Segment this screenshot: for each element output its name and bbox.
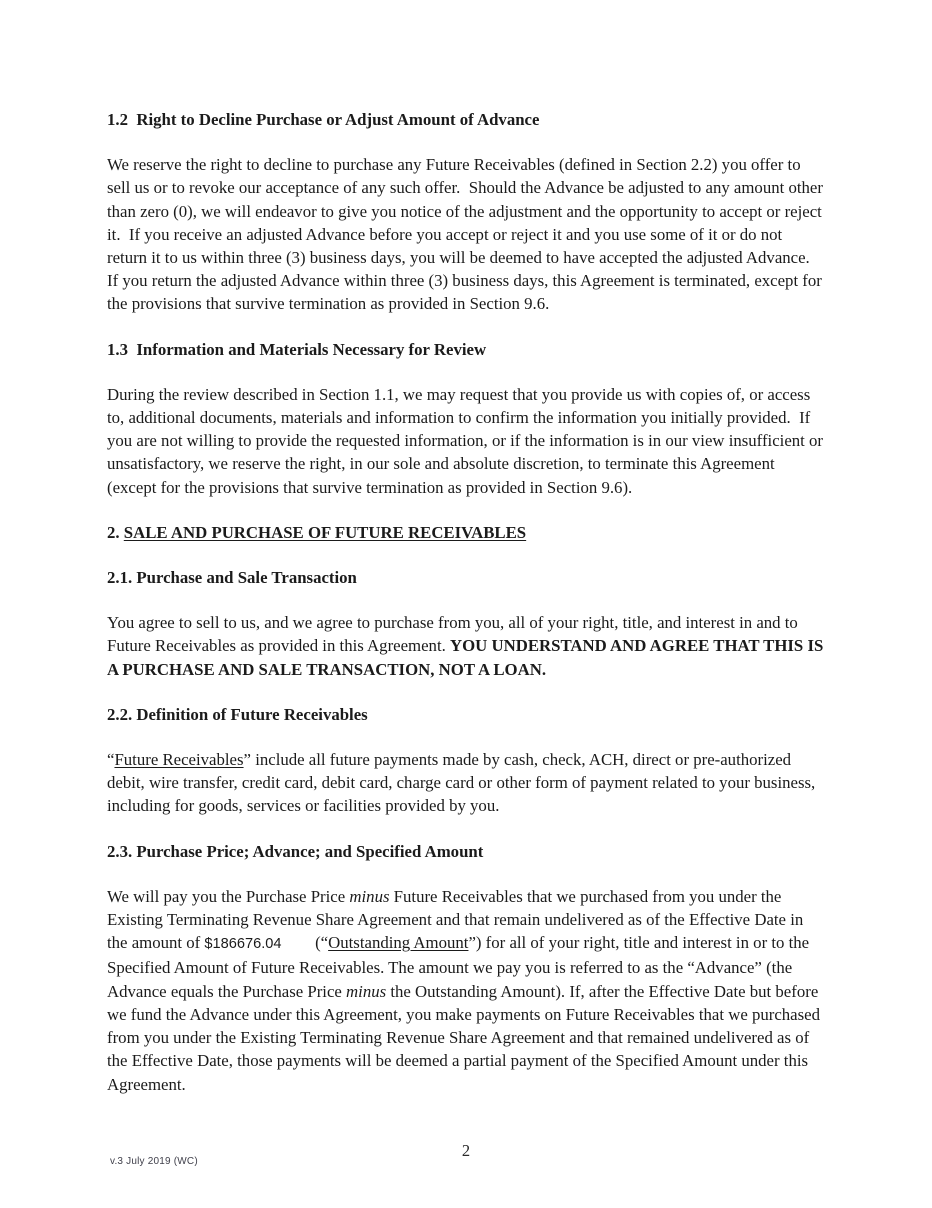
heading-2-2 [107, 703, 825, 726]
heading-1-3 [107, 338, 825, 361]
text-run: 2.2. Definition of Future Receivables [107, 704, 368, 724]
text-run: 2.1. Purchase and Sale Transaction [107, 568, 357, 588]
heading-2 [107, 521, 825, 544]
text-run: Outstanding Amount [328, 933, 469, 953]
text-run: minus [346, 981, 387, 1001]
text-run: 1.2 Right to Decline Purchase or Adjust Amount of Advance [107, 110, 540, 129]
text-run: ”) for all of your right, title and interest in or to the Specified Amount of Future Receivables. The amount we pay you is referred to as the “Advance” (the Advance equals the Purchase Price [107, 933, 814, 1001]
text-run: Future Receivables [114, 750, 244, 770]
paragraph-2-3 [107, 885, 825, 1096]
text-run: You agree to sell to us, and we agree to purchase from you, all of your right, title, and interest in and to Future Receivables as provided in this Agreement. [107, 613, 803, 656]
text-run: “ [107, 750, 115, 770]
text-run: ” include all future payments made by cash, check, ACH, direct or pre-authorized debit, wire transfer, credit card, debit card, charge card or other form of payment related to your business, including for goods, services or facilities provided by you. [107, 750, 820, 816]
text-run: 1.3 Information and Materials Necessary for Review [107, 339, 487, 359]
text-run: During the review described in Section 1.1, we may request that you provide us with copies of, or access to, additional documents, materials and information to confirm the information you initially provided. If you are not willing to provide the requested information, or if the information is in our view insufficient or unsatisfactory, we reserve the right, in our sole and absolute discretion, to terminate this Agreement (except for the provisions that survive termination as provided in Section 9.6). [107, 384, 828, 497]
text-run: SALE AND PURCHASE OF FUTURE RECEIVABLES [123, 522, 527, 542]
heading-2-1 [107, 566, 825, 589]
heading-1-2 [107, 108, 825, 131]
text-run: YOU UNDERSTAND AND AGREE THAT THIS IS A PURCHASE AND SALE TRANSACTION, NOT A LOAN. [107, 636, 827, 679]
text-run: 2.3. Purchase Price; Advance; and Specified Amount [107, 841, 484, 861]
paragraph-1-3 [107, 383, 828, 499]
paragraph-1-2 [107, 153, 828, 315]
paragraph-2-2 [107, 748, 825, 818]
text-run: the Outstanding Amount). If, after the Effective Date but before we fund the Advance under this Agreement, you make payments on Future Receivables that we purchased from you under the Existing Terminating Revenue Share Agreement and that remained undelivered as of the Effective Date, those payments will be deemed a partial payment of the Specified Amount under this Agreement. [107, 981, 825, 1094]
text-run: Future Receivables that we purchased from you under the Existing Terminating Revenue Share Agreement and that remain undelivered as of the Effective Date in the amount of [107, 886, 808, 953]
text-run: We reserve the right to decline to purchase any Future Receivables (defined in Section 2.2) you offer to sell us or to revoke our acceptance of any such offer. Should the Advance be adjusted to any amount other than zero (0), we will endeavor to give you notice of the adjustment and the opportunity to accept or reject it. If you receive an adjusted Advance before you accept or reject it and you use some of it or do not return it to us within three (3) business days, you will be deemed to have accepted the adjusted Advance. If you return the adjusted Advance within three (3) business days, this Agreement is terminated, except for the provisions that survive termination as provided in Section 9.6. [107, 155, 828, 314]
paragraph-2-1 [107, 611, 825, 681]
text-run: minus [349, 886, 390, 906]
document-blocks [107, 108, 828, 1096]
text-run: $186676.04 [204, 936, 282, 953]
text-run: (“ [281, 933, 329, 953]
heading-2-3 [107, 840, 825, 863]
text-run: We will pay you the Purchase Price [107, 886, 350, 906]
page-number: 2 [461, 1141, 471, 1160]
footer-version-label: v.3 July 2019 (WC) [110, 1156, 198, 1167]
text-run: 2. [107, 522, 124, 542]
